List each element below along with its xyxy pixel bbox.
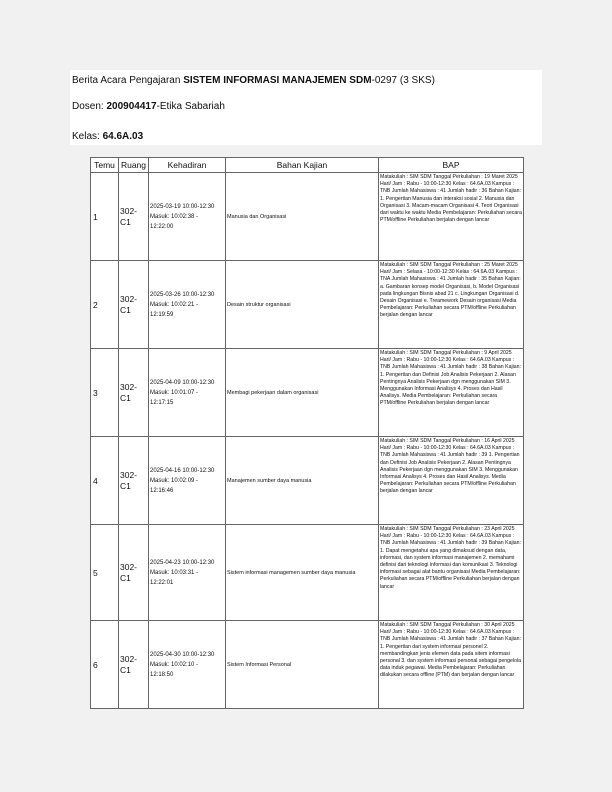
temu-cell: 6 [91,621,119,709]
ruang-cell: 302-C1 [119,437,149,525]
jadwal-text: 2025-04-30 10:00-12:30 [150,651,215,658]
ruang-cell: 302-C1 [119,349,149,437]
keluar-text: 12:22:01 [150,579,174,586]
kelas-value: 64.6A.03 [102,131,144,142]
header-title-line [72,75,435,86]
table-row [91,349,524,437]
kehadiran-cell [149,349,226,437]
bap-cell: Matakuliah : SIM SDM Tanggal Perkuliahan : 23 April 2025 Hari/ Jam : Rabu - 10:00-12:30 Kelas : 64.6A.03 Kampus : TNB Jumlah Mahasiswa : 41 Jumlah hadir : 39 Bahan Kajian: 1. Dapat mengetahui apa yang dimaksud dengan data, informasi, dan system informasi manajemen 2. memahami definisi dari teknologi informasi dan komunikasi 3. Teknologi informasi sebagai alat bantu organisasi Media Pembelajaran: Perkuliahan secara PTM/offline Perkuliahan berjalan dengan lancar [379,525,524,621]
jadwal-text: 2025-04-23 10:00-12:30 [150,559,215,566]
masuk-text: Masuk: 10:01:07 - [150,389,199,396]
ruang-cell: 302-C1 [119,261,149,349]
bahan-kajian-cell: Desain struktur organisasi [226,261,379,349]
bahan-kajian-cell: Manajemen sumber daya manusia [226,437,379,525]
kelas-label: Kelas: [72,131,103,142]
masuk-text: Masuk: 10:02:38 - [150,213,199,220]
bap-cell: Matakuliah : SIM SDM Tanggal Perkuliahan : 16 April 2025 Hari/ Jam : Rabu - 10:00-12:30 Kelas : 64.6A.03 Kampus : TNB Jumlah Mahasiswa : 41 Jumlah hadir : 39 1. Pengertian dan Definisi Job Analisis Pekerjaan 2. Alasan Pentingnya Analisis Pekerjaan dgn menggunakan SIM 3. Menggunakan Informasi Analisys 4. Proses dan Hasil Analisys. Media Pembelajaran: Perkuliahan secara PTM/offline Perkuliahan berjalan dengan lancar [379,437,524,525]
temu-cell: 1 [91,173,119,261]
bahan-kajian-cell: Membagi pekerjaan dalam organisasi [226,349,379,437]
column-header-temu: Temu [91,158,119,173]
column-header-bap: BAP [379,158,524,173]
dosen-name: -Etika Sabariah [156,101,225,112]
temu-cell: 4 [91,437,119,525]
table-row [91,437,524,525]
table-header-row [91,158,524,173]
jadwal-text: 2025-04-16 10:00-12:30 [150,467,215,474]
kehadiran-cell [149,437,226,525]
bap-cell: Matakuliah : SIM SDM Tanggal Perkuliahan : 30 April 2025 Hari/ Jam : Rabu - 10:00-12:30 Kelas : 64.6A.03 Kampus : TNB Jumlah Mahasiswa : 41 Jumlah hadir : 37 Bahan Kajian: 1. Pengertian dari system informasi personel 2. membandingkan jenis elemen data pada sitem informasi personal 3. dan system informasi personal sebagai pengelola data induk pegawai. Media Pembelajaran: Perkuliahan dilakukan secara offline (PTM) dan berjalan dengan lancar [379,621,524,709]
table-row [91,173,524,261]
course-code: -0297 (3 SKS) [371,75,435,86]
header-dosen-line [72,101,225,112]
document-header [70,70,542,145]
masuk-text: Masuk: 10:02:09 - [150,477,199,484]
keluar-text: 12:16:46 [150,487,174,494]
ruang-cell: 302-C1 [119,525,149,621]
table-row [91,261,524,349]
bahan-kajian-cell: Sistem informasi managemen sumber daya manusia [226,525,379,621]
bap-cell: Matakuliah : SIM SDM Tanggal Perkuliahan : 9 April 2025 Hari/ Jam : Rabu - 10:00-12:30 Kelas : 64.6A.03 Kampus : TNB Jumlah Mahasiswa : 41 Jumlah hadir : 38 Bahan Kajian: 1. Pengertian dan Definisi Job Analisis Pekerjaan 2. Alasan Pentingnya Analisis Pekerjaan dgn menggunakan SIM 3. Menggunakan Informasi Analisys 4. Proses dan Hasil Analisys. Media Pembelajaran: Perkuliahan secara PTM/offline Perkuliahan berjalan dengan lancar [379,349,524,437]
dosen-id: 200904417 [106,101,157,112]
bahan-kajian-cell: Manusia dan Organisasi [226,173,379,261]
bap-cell: Matakuliah : SIM SDM Tanggal Perkuliahan : 25 Maret 2025 Hari/ Jam : Selasa - 10:00-12:30 Kelas : 64.6A.03 Kampus : TNA Jumlah Mahasiswa : 41 Jumlah hadir : 35 Bahan Kajian: a. Gambaran konsep model Organisasi, b. Model Organisasi pada lingkungan Bisnis abad 21 c. Lingkungan Organisasi d. Desain Organisasi e. Treamework Desain organisasi Media Pembelajaran: Perkuliahan secara PTM/offline Perkuliahan berjalan dengan lancar [379,261,524,349]
kehadiran-cell [149,261,226,349]
header-prefix: Berita Acara Pengajaran [72,75,184,86]
keluar-text: 12:19:59 [150,311,174,318]
temu-cell: 2 [91,261,119,349]
keluar-text: 12:17:15 [150,399,174,406]
keluar-text: 12:18:50 [150,671,174,678]
bap-table [90,157,524,709]
keluar-text: 12:22:00 [150,223,174,230]
table-row [91,525,524,621]
jadwal-text: 2025-04-09 10:00-12:30 [150,379,215,386]
column-header-bahan-kajian: Bahan Kajian [226,158,379,173]
header-kelas-line [72,131,143,142]
masuk-text: Masuk: 10:02:10 - [150,661,199,668]
column-header-kehadiran: Kehadiran [149,158,226,173]
temu-cell: 5 [91,525,119,621]
jadwal-text: 2025-03-19 10:00-12:30 [150,203,215,210]
temu-cell: 3 [91,349,119,437]
column-header-ruang: Ruang [119,158,149,173]
masuk-text: Masuk: 10:02:21 - [150,301,199,308]
masuk-text: Masuk: 10:03:31 - [150,569,199,576]
kehadiran-cell [149,173,226,261]
course-name: SISTEM INFORMASI MANAJEMEN SDM [183,75,372,86]
kehadiran-cell [149,525,226,621]
kehadiran-cell [149,621,226,709]
dosen-label: Dosen: [72,101,107,112]
bap-cell: Matakuliah : SIM SDM Tanggal Perkuliahan : 19 Maret 2025 Hari/ Jam : Rabu - 10:00-12:30 Kelas : 64.6A.03 Kampus : TNB Jumlah Mahasiswa : 41 Jumlah hadir : 36 Bahan Kajian: 1. Pengertian Manusia dan interaksi sosial 2. Manusia dan Organisasi 3. Macam-macam Organisasi 4. Teori Organisasi dari waktu ke waktu Media Pembelajaran: Perkuliahan secara PTM/offline Perkuliahan berjalan dengan lancar [379,173,524,261]
jadwal-text: 2025-03-26 10:00-12:30 [150,291,215,298]
ruang-cell: 302-C1 [119,173,149,261]
table-row [91,621,524,709]
bahan-kajian-cell: Sistem Informasi Personal [226,621,379,709]
ruang-cell: 302-C1 [119,621,149,709]
